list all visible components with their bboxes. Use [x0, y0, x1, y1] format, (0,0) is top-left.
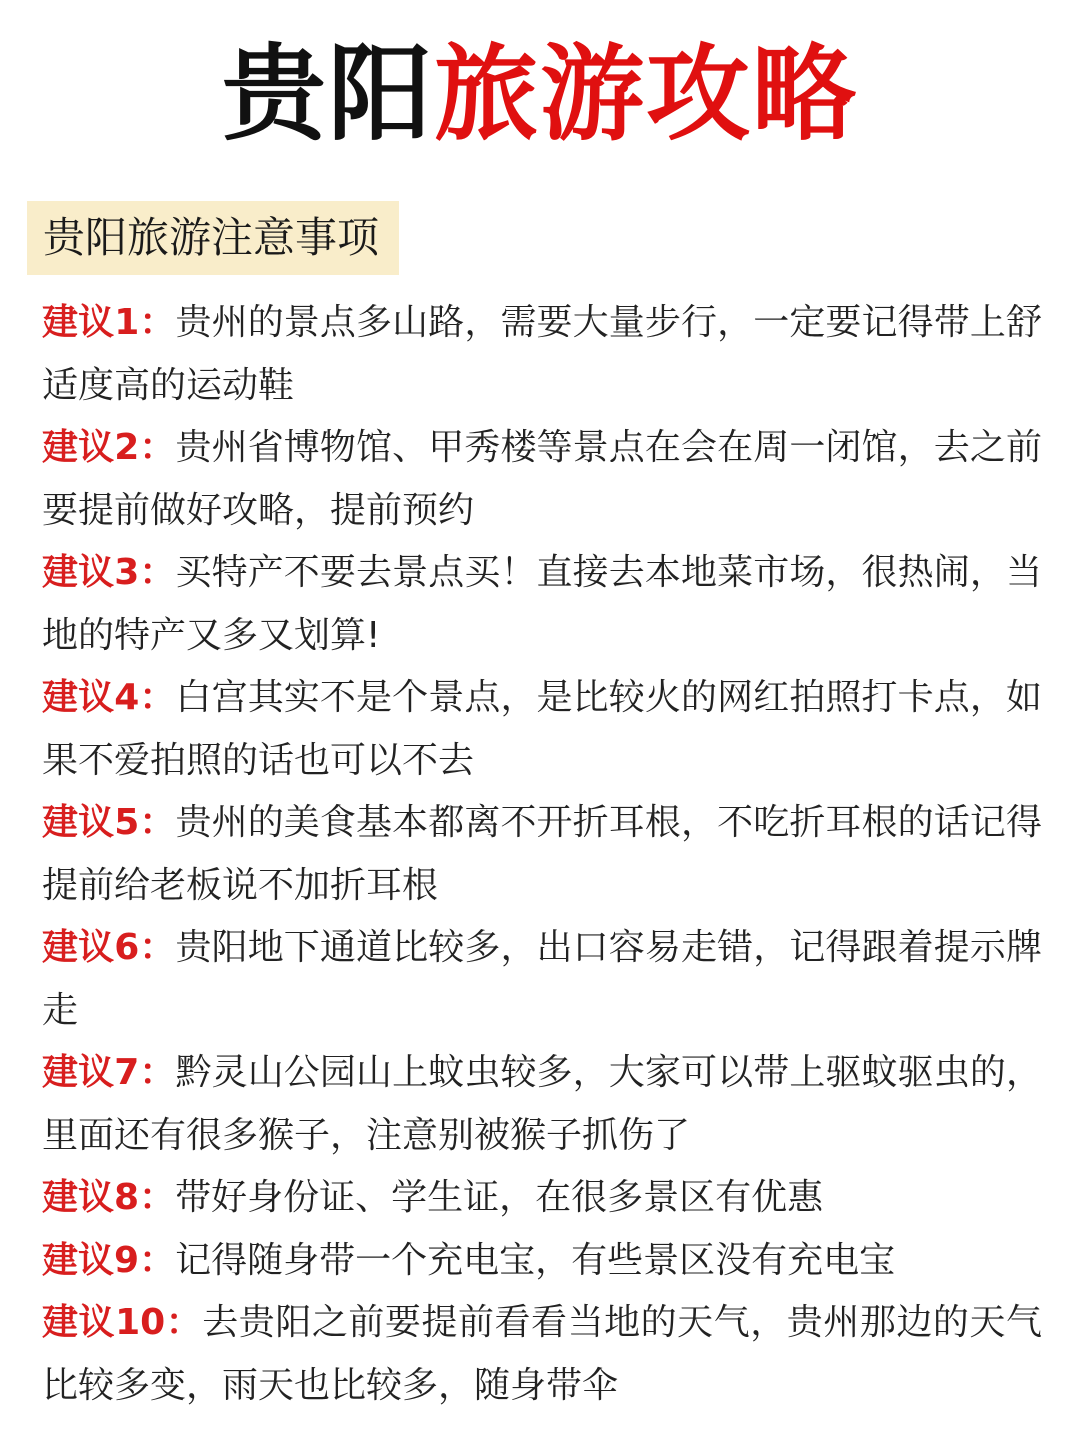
title-guide: 旅游攻略 — [434, 33, 859, 155]
tips-list — [42, 292, 1042, 1417]
tip-item: 建议1：贵州的景点多山路，需要大量步行，一定要记得带上舒适度高的运动鞋 — [42, 302, 1042, 406]
tip-item: 建议2：贵州省博物馆、甲秀楼等景点在会在周一闭馆，去之前要提前做好攻略，提前预约 — [42, 427, 1042, 531]
tip-text: 贵州的美食基本都离不开折耳根，不吃折耳根的话记得提前给老板说不加折耳根 — [42, 802, 1042, 906]
tip-item: 建议7：黔灵山公园山上蚊虫较多，大家可以带上驱蚊驱虫的，里面还有很多猴子，注意别被猴子抓伤了 — [42, 1052, 1042, 1156]
tip-text: 带好身份证、学生证，在很多景区有优惠 — [175, 1177, 824, 1218]
title-city: 贵阳 — [221, 33, 434, 155]
tip-label: 建议9 — [42, 1239, 140, 1281]
tip-label: 建议4 — [42, 677, 140, 718]
tip-item: 建议3：买特产不要去景点买！直接去本地菜市场，很热闹，当地的特产又多又划算! — [42, 552, 1042, 656]
tip-text: 白宫其实不是个景点，是比较火的网红拍照打卡点，如果不爱拍照的话也可以不去 — [42, 677, 1042, 781]
tip-label: 建议6 — [42, 927, 140, 968]
tip-item: 建议10：去贵阳之前要提前看看当地的天气，贵州那边的天气比较多变，雨天也比较多，随身带伞 — [42, 1302, 1042, 1406]
tip-label: 建议1 — [42, 302, 140, 343]
tip-text: 去贵阳之前要提前看看当地的天气，贵州那边的天气比较多变，雨天也比较多，随身带伞 — [42, 1302, 1042, 1406]
tip-item: 建议8：带好身份证、学生证，在很多景区有优惠 — [42, 1177, 824, 1218]
section-heading: 贵阳旅游注意事项 — [27, 201, 399, 275]
tip-label: 建议8 — [42, 1177, 140, 1218]
tip-text: 贵阳地下通道比较多，出口容易走错，记得跟着提示牌走 — [42, 927, 1042, 1031]
tip-label: 建议10 — [42, 1302, 166, 1343]
tip-item: 建议9：记得随身带一个充电宝，有些景区没有充电宝 — [42, 1239, 896, 1281]
tip-label: 建议7 — [42, 1052, 140, 1093]
tip-item: 建议5：贵州的美食基本都离不开折耳根，不吃折耳根的话记得提前给老板说不加折耳根 — [42, 802, 1042, 906]
tip-item: 建议6：贵阳地下通道比较多，出口容易走错，记得跟着提示牌走 — [42, 927, 1042, 1031]
tip-text: 买特产不要去景点买！直接去本地菜市场，很热闹，当地的特产又多又划算! — [42, 552, 1042, 656]
tip-item: 建议4：白宫其实不是个景点，是比较火的网红拍照打卡点，如果不爱拍照的话也可以不去 — [42, 677, 1042, 781]
tip-text: 贵州省博物馆、甲秀楼等景点在会在周一闭馆，去之前要提前做好攻略，提前预约 — [42, 427, 1042, 531]
page-title — [0, 34, 1080, 154]
tip-label: 建议2 — [42, 427, 140, 468]
tip-text: 黔灵山公园山上蚊虫较多，大家可以带上驱蚊驱虫的，里面还有很多猴子，注意别被猴子抓伤了 — [42, 1052, 1042, 1156]
tip-text: 贵州的景点多山路，需要大量步行，一定要记得带上舒适度高的运动鞋 — [42, 302, 1042, 406]
tip-label: 建议3 — [42, 552, 140, 593]
tip-label: 建议5 — [42, 802, 140, 843]
tip-text: 记得随身带一个充电宝，有些景区没有充电宝 — [175, 1239, 896, 1281]
